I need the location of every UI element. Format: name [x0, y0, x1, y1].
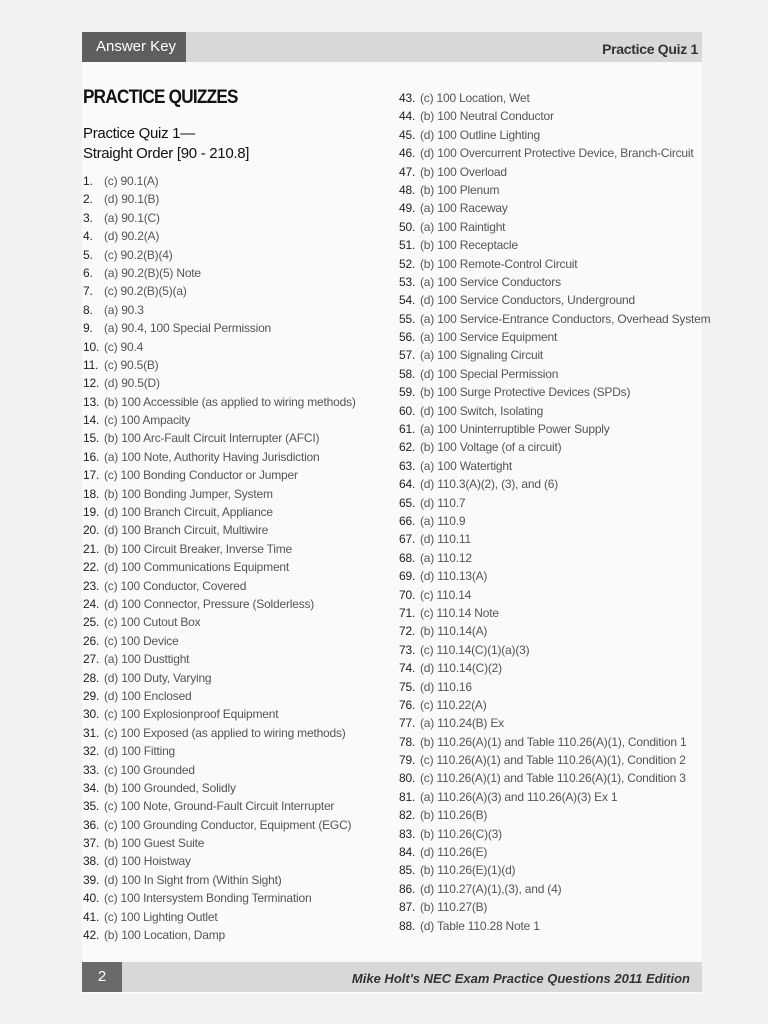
answer-text: (a) 100 Service Conductors [420, 274, 561, 289]
answer-text: (b) 100 Receptacle [420, 238, 518, 253]
answer-item [399, 199, 710, 217]
answer-item [83, 282, 356, 300]
answer-item [399, 696, 710, 714]
answer-item [399, 843, 710, 861]
answer-item [399, 622, 710, 640]
answer-number: 57. [399, 348, 416, 363]
answer-list-right [399, 89, 710, 935]
answer-number: 5. [83, 247, 93, 262]
answer-item [83, 926, 356, 944]
answer-text: (c) 100 Note, Ground-Fault Circuit Interrupter [104, 799, 335, 814]
answer-number: 23. [83, 578, 100, 593]
answer-number: 46. [399, 146, 416, 161]
answer-item [83, 411, 356, 429]
answer-number: 51. [399, 238, 416, 253]
answer-number: 49. [399, 201, 416, 216]
answer-item [399, 107, 710, 125]
answer-item [83, 577, 356, 595]
answer-number: 69. [399, 569, 416, 584]
answer-item [399, 346, 710, 364]
answer-number: 42. [83, 928, 100, 943]
answer-text: (d) 100 Service Conductors, Underground [420, 293, 635, 308]
quiz-subtitle-line-1: Practice Quiz 1— [83, 125, 195, 142]
answer-item [83, 393, 356, 411]
answer-text: (c) 110.22(A) [420, 697, 487, 712]
answer-text: (b) 110.14(A) [420, 624, 488, 639]
answer-number: 87. [399, 900, 416, 915]
answer-item [83, 227, 356, 245]
answer-item [399, 291, 710, 309]
answer-item [83, 613, 356, 631]
answer-text: (c) 100 Device [104, 633, 179, 648]
answer-text: (d) 90.2(A) [104, 229, 160, 244]
answer-text: (d) 100 Outline Lighting [420, 127, 540, 142]
answer-text: (d) 100 Hoistway [104, 854, 191, 869]
answer-item [83, 669, 356, 687]
answer-text: (d) 100 Communications Equipment [104, 560, 290, 575]
answer-item [399, 825, 710, 843]
answer-text: (a) 100 Dusttight [104, 652, 190, 667]
answer-item [399, 880, 710, 898]
answer-item [399, 438, 710, 456]
answer-item [399, 126, 710, 144]
answer-text: (d) 100 Connector, Pressure (Solderless) [104, 596, 315, 611]
answer-text: (b) 110.26(B) [420, 808, 488, 823]
answer-item [399, 163, 710, 181]
answer-text: (b) 100 Remote-Control Circuit [420, 256, 578, 271]
answer-number: 9. [83, 321, 93, 336]
answer-number: 30. [83, 707, 100, 722]
answer-number: 55. [399, 311, 416, 326]
answer-text: (a) 90.2(B)(5) Note [104, 265, 201, 280]
answer-item [399, 144, 710, 162]
answer-item [399, 328, 710, 346]
answer-list-left [83, 172, 356, 944]
answer-number: 6. [83, 265, 93, 280]
answer-item [399, 512, 710, 530]
answer-number: 4. [83, 229, 93, 244]
answer-number: 8. [83, 302, 93, 317]
answer-number: 50. [399, 219, 416, 234]
answer-number: 7. [83, 284, 93, 299]
answer-text: (b) 110.27(B) [420, 900, 488, 915]
answer-text: (b) 100 Location, Damp [104, 928, 226, 943]
answer-text: (c) 100 Ampacity [104, 413, 191, 428]
answer-item [83, 356, 356, 374]
answer-number: 22. [83, 560, 100, 575]
answer-text: (c) 100 Intersystem Bonding Termination [104, 891, 312, 906]
answer-item [83, 374, 356, 392]
quiz-subtitle-line-2: Straight Order [90 - 210.8] [83, 145, 250, 162]
answer-number: 15. [83, 431, 100, 446]
answer-text: (c) 100 Grounding Conductor, Equipment (EGC) [104, 817, 352, 832]
answer-item [83, 908, 356, 926]
answer-text: (d) 100 Special Permission [420, 366, 559, 381]
answer-item [399, 751, 710, 769]
answer-text: (c) 110.26(A)(1) and Table 110.26(A)(1), Condition 3 [420, 771, 686, 786]
answer-number: 34. [83, 780, 100, 795]
answer-item [399, 310, 710, 328]
answer-number: 11. [83, 357, 99, 372]
answer-item [83, 852, 356, 870]
answer-number: 10. [83, 339, 100, 354]
answer-text: (d) 100 Branch Circuit, Multiwire [104, 523, 269, 538]
answer-number: 85. [399, 863, 416, 878]
answer-item [83, 172, 356, 190]
answer-item [399, 255, 710, 273]
answer-number: 20. [83, 523, 100, 538]
answer-number: 86. [399, 881, 416, 896]
answer-text: (c) 100 Explosionproof Equipment [104, 707, 279, 722]
answer-number: 71. [399, 605, 416, 620]
answer-item [399, 236, 710, 254]
answer-number: 3. [83, 210, 93, 225]
answer-text: (c) 100 Grounded [104, 762, 195, 777]
answer-number: 13. [83, 394, 100, 409]
answer-text: (d) 100 Overcurrent Protective Device, Branch-Circuit [420, 146, 694, 161]
answer-key-tab: Answer Key [82, 32, 186, 62]
answer-text: (b) 100 Voltage (of a circuit) [420, 440, 562, 455]
answer-text: (b) 100 Overload [420, 164, 507, 179]
answer-number: 77. [399, 716, 416, 731]
answer-text: (c) 100 Exposed (as applied to wiring methods) [104, 725, 346, 740]
answer-number: 60. [399, 403, 416, 418]
answer-text: (d) 110.7 [420, 495, 466, 510]
answer-number: 82. [399, 808, 416, 823]
answer-number: 66. [399, 513, 416, 528]
answer-item [83, 687, 356, 705]
answer-number: 73. [399, 642, 416, 657]
answer-item [83, 429, 356, 447]
answer-text: (d) 100 Enclosed [104, 688, 192, 703]
answer-number: 59. [399, 385, 416, 400]
quiz-subtitle [83, 124, 313, 164]
answer-number: 38. [83, 854, 100, 869]
answer-text: (a) 90.4, 100 Special Permission [104, 321, 272, 336]
answer-item [399, 365, 710, 383]
answer-text: (d) 110.13(A) [420, 569, 488, 584]
answer-number: 35. [83, 799, 100, 814]
answer-number: 44. [399, 109, 416, 124]
answer-text: (b) 100 Surge Protective Devices (SPDs) [420, 385, 631, 400]
answer-number: 39. [83, 872, 100, 887]
answer-text: (c) 110.14 Note [420, 605, 499, 620]
answer-item [83, 301, 356, 319]
answer-text: (a) 110.26(A)(3) and 110.26(A)(3) Ex 1 [420, 789, 618, 804]
answer-item [83, 190, 356, 208]
answer-number: 25. [83, 615, 100, 630]
answer-number: 24. [83, 596, 100, 611]
answer-item [83, 632, 356, 650]
answer-item [83, 209, 356, 227]
answer-item [83, 466, 356, 484]
answer-number: 26. [83, 633, 100, 648]
answer-number: 74. [399, 661, 416, 676]
answer-text: (c) 110.14(C)(1)(a)(3) [420, 642, 530, 657]
answer-text: (d) 110.16 [420, 679, 472, 694]
answer-number: 53. [399, 274, 416, 289]
answer-text: (b) 100 Bonding Jumper, System [104, 486, 273, 501]
answer-item [399, 383, 710, 401]
answer-item [399, 806, 710, 824]
answer-text: (a) 90.3 [104, 302, 144, 317]
answer-item [399, 641, 710, 659]
answer-text: (d) 100 Duty, Varying [104, 670, 212, 685]
answer-item [399, 273, 710, 291]
answer-text: (a) 110.12 [420, 550, 472, 565]
answer-item [399, 861, 710, 879]
answer-item [399, 218, 710, 236]
answer-item [399, 898, 710, 916]
answer-text: (c) 110.26(A)(1) and Table 110.26(A)(1), Condition 2 [420, 753, 686, 768]
answer-number: 40. [83, 891, 100, 906]
answer-text: (a) 110.9 [420, 513, 466, 528]
answer-text: (d) 110.14(C)(2) [420, 661, 502, 676]
answer-number: 79. [399, 753, 416, 768]
answer-item [399, 586, 710, 604]
answer-number: 29. [83, 688, 100, 703]
answer-number: 1. [83, 174, 93, 188]
answer-text: (a) 100 Uninterruptible Power Supply [420, 422, 610, 437]
answer-item [83, 319, 356, 337]
answer-item [399, 420, 710, 438]
answer-number: 37. [83, 836, 100, 851]
answer-text: (d) 100 Branch Circuit, Appliance [104, 505, 273, 520]
answer-item [83, 724, 356, 742]
answer-text: (a) 100 Note, Authority Having Jurisdiction [104, 449, 320, 464]
answer-number: 83. [399, 826, 416, 841]
answer-item [399, 181, 710, 199]
answer-number: 61. [399, 422, 416, 437]
answer-number: 43. [399, 91, 416, 105]
answer-number: 12. [83, 376, 100, 391]
answer-number: 64. [399, 477, 416, 492]
answer-text: (d) 90.5(D) [104, 376, 160, 391]
answer-number: 31. [83, 725, 100, 740]
answer-number: 70. [399, 587, 416, 602]
answer-text: (d) 100 Switch, Isolating [420, 403, 544, 418]
answer-item [399, 89, 710, 107]
answer-item [83, 797, 356, 815]
answer-number: 54. [399, 293, 416, 308]
answer-item [83, 338, 356, 356]
answer-text: (c) 100 Bonding Conductor or Jumper [104, 468, 298, 483]
answer-text: (b) 100 Guest Suite [104, 836, 205, 851]
answer-text: (a) 100 Signaling Circuit [420, 348, 544, 363]
answer-number: 17. [83, 468, 100, 483]
answer-text: (b) 100 Accessible (as applied to wiring methods) [104, 394, 356, 409]
answer-item [83, 503, 356, 521]
answer-text: (c) 100 Conductor, Covered [104, 578, 247, 593]
answer-number: 41. [83, 909, 100, 924]
answer-number: 88. [399, 918, 416, 933]
answer-item [83, 595, 356, 613]
answer-item [399, 402, 710, 420]
answer-text: (d) 110.26(E) [420, 845, 488, 860]
answer-number: 47. [399, 164, 416, 179]
answer-text: (a) 100 Raceway [420, 201, 508, 216]
answer-number: 48. [399, 182, 416, 197]
answer-number: 32. [83, 744, 100, 759]
answer-number: 36. [83, 817, 100, 832]
answer-number: 33. [83, 762, 100, 777]
answer-item [83, 485, 356, 503]
answer-text: (a) 100 Watertight [420, 458, 512, 473]
answer-item [399, 769, 710, 787]
answer-item [399, 714, 710, 732]
page-title: PRACTICE QUIZZES [83, 87, 238, 108]
answer-number: 14. [83, 413, 100, 428]
answer-item [83, 834, 356, 852]
answer-text: (d) 100 In Sight from (Within Sight) [104, 872, 282, 887]
answer-item [83, 558, 356, 576]
answer-item [83, 246, 356, 264]
answer-number: 75. [399, 679, 416, 694]
answer-text: (a) 100 Service-Entrance Conductors, Overhead System [420, 311, 711, 326]
answer-item [399, 659, 710, 677]
running-header-title: Practice Quiz 1 [602, 41, 698, 57]
answer-text: (b) 110.26(A)(1) and Table 110.26(A)(1), Condition 1 [420, 734, 687, 749]
answer-number: 18. [83, 486, 100, 501]
page-number: 2 [82, 962, 122, 992]
answer-text: (c) 100 Lighting Outlet [104, 909, 218, 924]
answer-text: (c) 100 Location, Wet [420, 91, 530, 105]
answer-text: (d) 100 Fitting [104, 744, 176, 759]
answer-text: (b) 110.26(C)(3) [420, 826, 502, 841]
answer-number: 62. [399, 440, 416, 455]
answer-text: (d) 110.3(A)(2), (3), and (6) [420, 477, 559, 492]
answer-item [83, 871, 356, 889]
answer-text: (b) 100 Circuit Breaker, Inverse Time [104, 541, 293, 556]
answer-text: (d) 90.1(B) [104, 192, 160, 207]
answer-number: 21. [83, 541, 100, 556]
answer-text: (c) 100 Cutout Box [104, 615, 201, 630]
answer-item [399, 733, 710, 751]
answer-number: 63. [399, 458, 416, 473]
answer-text: (d) Table 110.28 Note 1 [420, 918, 540, 933]
answer-item [399, 678, 710, 696]
answer-number: 76. [399, 697, 416, 712]
answer-item [399, 475, 710, 493]
answer-number: 78. [399, 734, 416, 749]
answer-number: 68. [399, 550, 416, 565]
answer-text: (c) 90.5(B) [104, 357, 159, 372]
answer-text: (a) 110.24(B) Ex [420, 716, 504, 731]
answer-item [83, 779, 356, 797]
answer-number: 80. [399, 771, 416, 786]
answer-item [399, 530, 710, 548]
answer-item [399, 917, 710, 935]
answer-item [83, 650, 356, 668]
answer-item [399, 457, 710, 475]
answer-number: 45. [399, 127, 416, 142]
answer-text: (c) 110.14 [420, 587, 472, 602]
answer-text: (b) 100 Grounded, Solidly [104, 780, 236, 795]
book-title: Mike Holt's NEC Exam Practice Questions 2011 Edition [351, 971, 690, 986]
answer-number: 2. [83, 192, 93, 207]
answer-number: 27. [83, 652, 100, 667]
answer-number: 65. [399, 495, 416, 510]
answer-item [399, 604, 710, 622]
answer-text: (a) 100 Raintight [420, 219, 506, 234]
answer-item [83, 816, 356, 834]
answer-text: (c) 90.2(B)(5)(a) [104, 284, 187, 299]
answer-number: 58. [399, 366, 416, 381]
answer-number: 16. [83, 449, 100, 464]
answer-text: (c) 90.1(A) [104, 174, 159, 188]
answer-item [399, 567, 710, 585]
answer-text: (c) 90.2(B)(4) [104, 247, 173, 262]
answer-text: (d) 110.27(A)(1),(3), and (4) [420, 881, 562, 896]
answer-item [83, 889, 356, 907]
answer-item [83, 742, 356, 760]
answer-item [83, 448, 356, 466]
answer-text: (a) 100 Service Equipment [420, 330, 558, 345]
answer-item [83, 264, 356, 282]
answer-item [83, 540, 356, 558]
answer-text: (b) 110.26(E)(1)(d) [420, 863, 516, 878]
answer-item [399, 494, 710, 512]
answer-text: (b) 100 Neutral Conductor [420, 109, 554, 124]
answer-item [399, 788, 710, 806]
answer-text: (d) 110.11 [420, 532, 471, 547]
answer-text: (a) 90.1(C) [104, 210, 160, 225]
answer-number: 19. [83, 505, 100, 520]
answer-number: 28. [83, 670, 100, 685]
answer-number: 56. [399, 330, 416, 345]
answer-number: 81. [399, 789, 416, 804]
answer-text: (b) 100 Arc-Fault Circuit Interrupter (AFCI) [104, 431, 320, 446]
answer-item [83, 705, 356, 723]
answer-item [83, 521, 356, 539]
answer-item [399, 549, 710, 567]
answer-number: 72. [399, 624, 416, 639]
answer-text: (b) 100 Plenum [420, 182, 500, 197]
answer-number: 67. [399, 532, 416, 547]
answer-number: 52. [399, 256, 416, 271]
answer-number: 84. [399, 845, 416, 860]
answer-text: (c) 90.4 [104, 339, 144, 354]
answer-item [83, 761, 356, 779]
